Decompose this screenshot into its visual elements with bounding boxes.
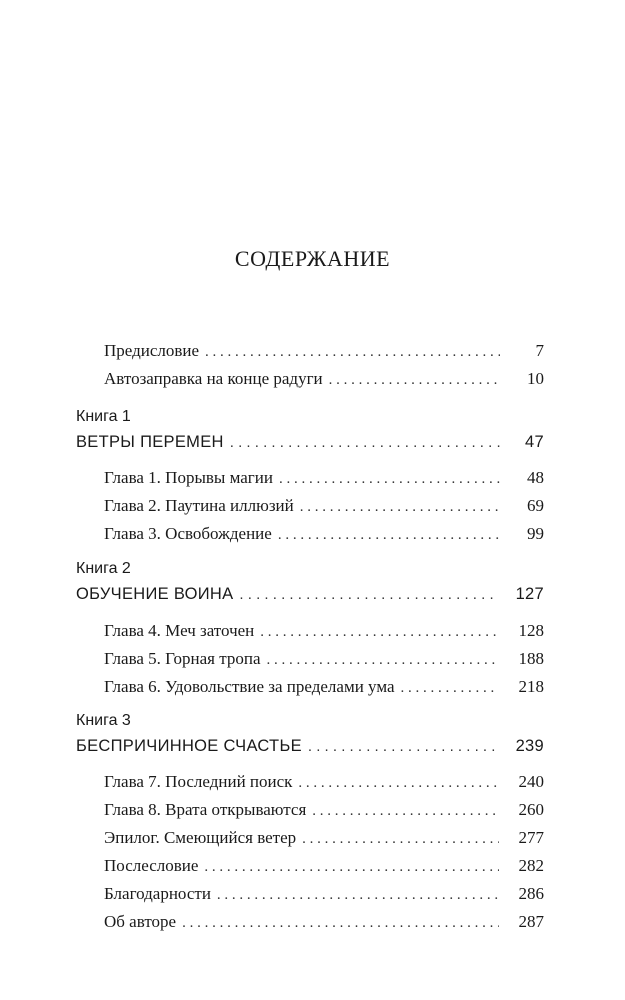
toc-entry-chapter[interactable]	[104, 523, 544, 546]
leader-dots	[312, 800, 498, 822]
toc-entry-preface[interactable]	[104, 340, 544, 363]
leader-dots	[230, 432, 500, 454]
leader-dots	[267, 649, 499, 671]
toc-entry-page: 47	[525, 433, 544, 451]
toc-entry-chapter[interactable]	[104, 676, 544, 699]
toc-entry-about-author[interactable]	[104, 911, 544, 934]
leader-dots	[278, 524, 500, 546]
toc-entry-book-title[interactable]	[76, 583, 544, 606]
toc-entry-page: 282	[518, 856, 544, 875]
toc-entry-book-title[interactable]	[76, 735, 544, 758]
toc-entry-chapter[interactable]	[104, 648, 544, 671]
leader-dots	[182, 912, 498, 934]
toc-entry-afterword[interactable]	[104, 855, 544, 878]
leader-dots	[302, 828, 498, 850]
toc-entry-chapter[interactable]	[104, 771, 544, 794]
page-title: СОДЕРЖАНИЕ	[234, 246, 391, 271]
leader-dots	[260, 621, 498, 643]
leader-dots	[308, 736, 496, 758]
toc-entry-label: Эпилог. Смеющийся ветер	[104, 828, 297, 847]
toc-entry-page: 188	[518, 649, 544, 668]
toc-entry-page: 10	[527, 369, 544, 388]
toc-entry-label: Глава 3. Освобождение	[104, 524, 272, 543]
toc-entry-label: Глава 5. Горная тропа	[104, 649, 261, 668]
toc-entry-label: Глава 2. Паутина иллюзий	[104, 496, 294, 515]
toc-entry-page: 287	[518, 912, 544, 931]
toc-entry-label: Об авторе	[104, 912, 177, 931]
leader-dots	[279, 468, 500, 490]
toc-entry-page: 127	[515, 585, 544, 603]
toc-entry-chapter[interactable]	[104, 620, 544, 643]
toc-entry-page: 48	[527, 468, 544, 487]
toc-entry-page: 128	[518, 621, 544, 640]
toc-entry-label: Глава 8. Врата открываются	[104, 800, 307, 819]
toc-entry-page: 277	[518, 828, 544, 847]
leader-dots	[401, 677, 499, 699]
toc-entry-chapter[interactable]	[104, 799, 544, 822]
book-title: ВЕТРЫ ПЕРЕМЕН	[76, 433, 224, 451]
leader-dots	[217, 884, 499, 906]
book-title: БЕСПРИЧИННОЕ СЧАСТЬЕ	[76, 737, 302, 755]
toc-entry-gas-station[interactable]	[104, 368, 544, 391]
toc-entry-page: 239	[515, 737, 544, 755]
toc-entry-page: 69	[527, 496, 544, 515]
toc-entry-acknowledgements[interactable]	[104, 883, 544, 906]
book-title: ОБУЧЕНИЕ ВОИНА	[76, 585, 234, 603]
toc-entry-chapter[interactable]	[104, 495, 544, 518]
leader-dots	[205, 341, 500, 363]
leader-dots	[239, 584, 495, 606]
toc-entry-label: Благодарности	[104, 884, 211, 903]
toc-entry-label: Глава 7. Последний поиск	[104, 772, 293, 791]
leader-dots	[329, 369, 500, 391]
toc-entry-chapter[interactable]	[104, 467, 544, 490]
toc-entry-label: Глава 6. Удовольствие за пределами ума	[104, 677, 395, 696]
toc-entry-page: 286	[518, 884, 544, 903]
toc-entry-label: Автозаправка на конце радуги	[104, 369, 323, 388]
toc-entry-label: Послесловие	[104, 856, 199, 875]
toc-entry-page: 240	[518, 772, 544, 791]
toc-entry-page: 7	[535, 341, 544, 360]
book-label: Книга 3	[76, 712, 131, 729]
toc-entry-page: 99	[527, 524, 544, 543]
leader-dots	[298, 772, 498, 794]
toc-entry-epilogue[interactable]	[104, 827, 544, 850]
toc-entry-page: 260	[518, 800, 544, 819]
leader-dots	[204, 856, 498, 878]
leader-dots	[300, 496, 500, 518]
toc-entry-label: Предисловие	[104, 341, 200, 360]
toc-entry-page: 218	[518, 677, 544, 696]
book-label: Книга 1	[76, 408, 131, 425]
toc-entry-book-title[interactable]	[76, 431, 544, 454]
book-label: Книга 2	[76, 560, 131, 577]
toc-entry-label: Глава 1. Порывы магии	[104, 468, 273, 487]
toc-entry-label: Глава 4. Меч заточен	[104, 621, 255, 640]
